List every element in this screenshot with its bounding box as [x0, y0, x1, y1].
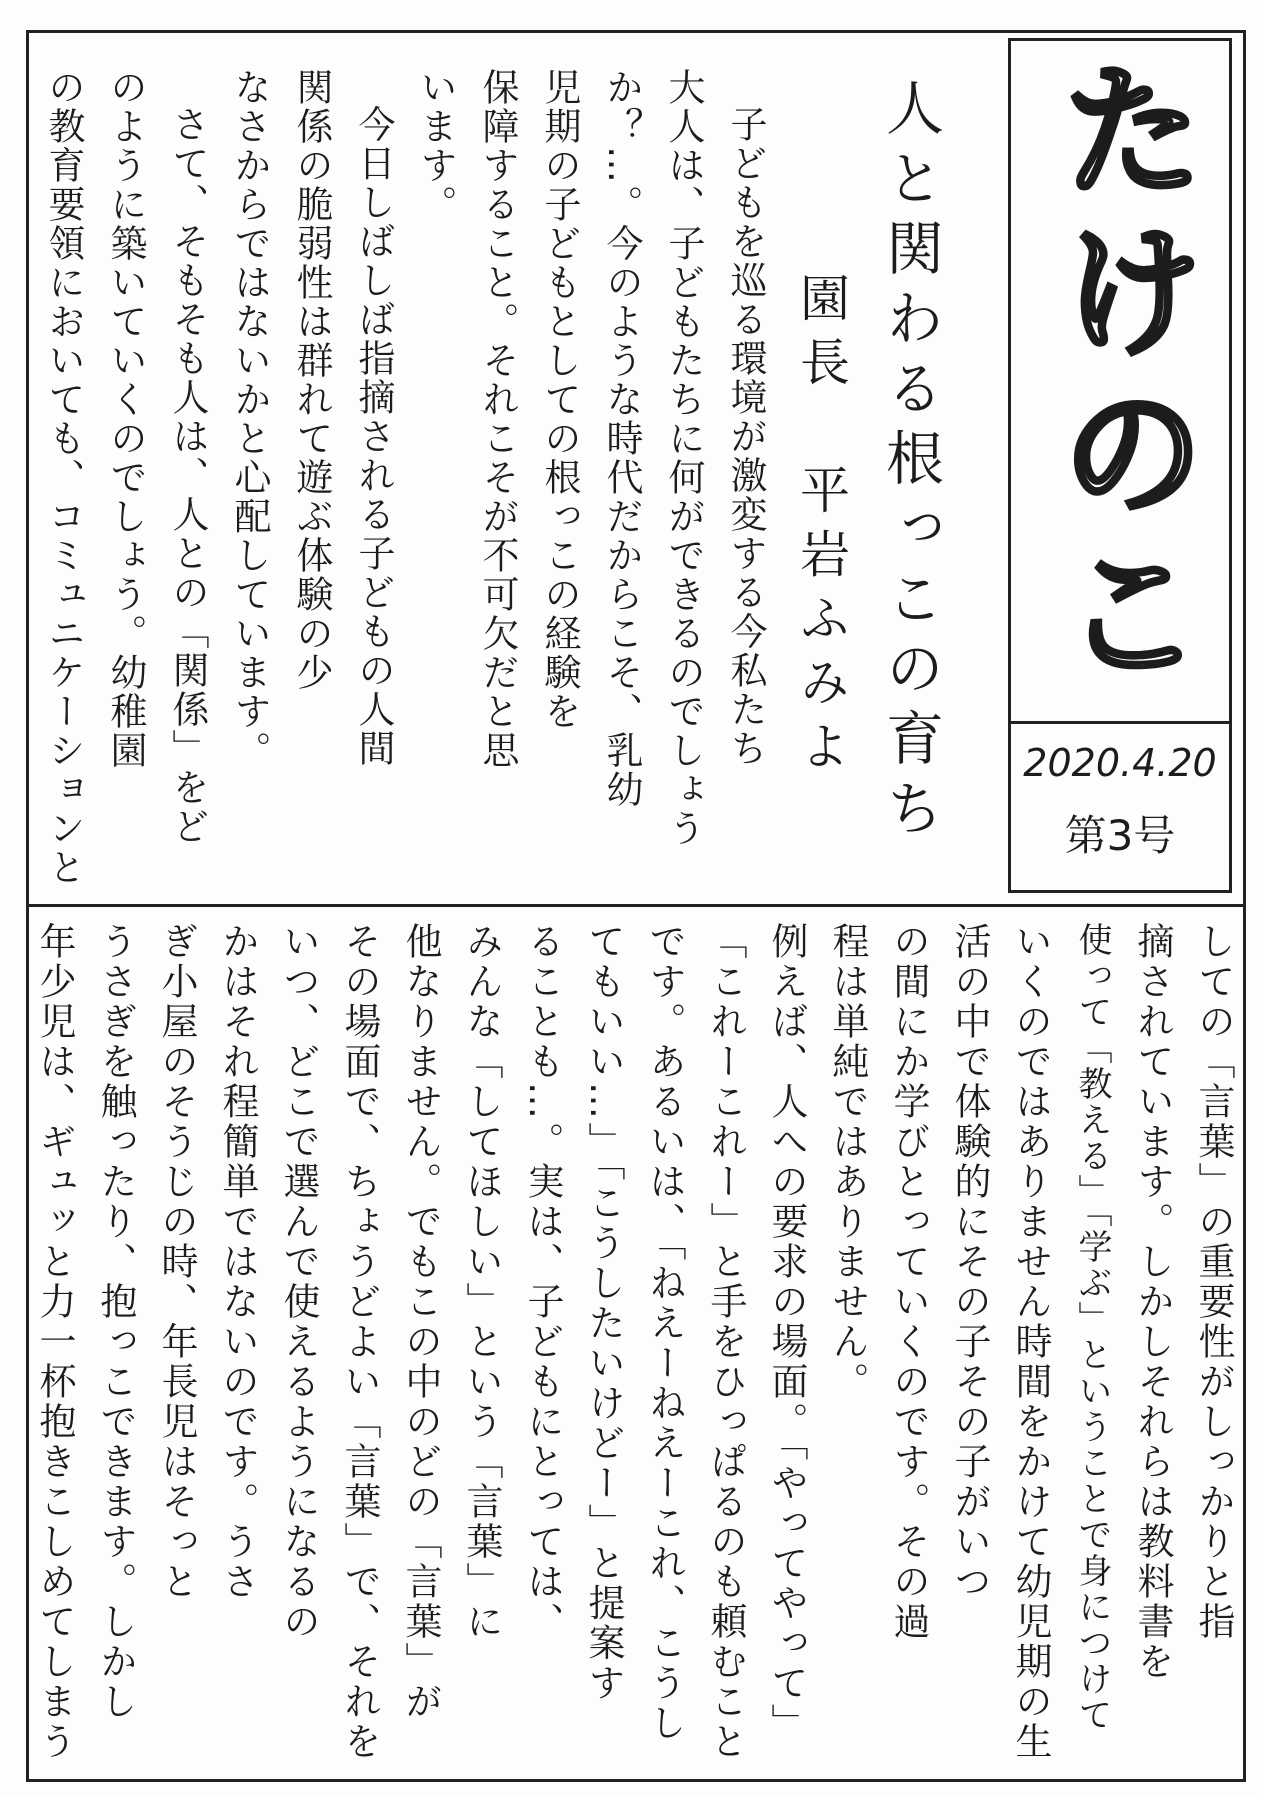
text-column: 関係の脆弱性は群れて遊ぶ体験の少: [290, 68, 333, 692]
text-column: さて、そもそも人は、人との「関係」をど: [166, 105, 209, 846]
text-column: 子どもを巡る環境が激変する今私たち: [724, 105, 767, 768]
text-column: かはそれ程簡単ではないのです。うさ: [216, 922, 259, 1602]
text-column: 程は単純ではありません。: [826, 922, 869, 1402]
text-column: です。あるいは、「ねえーねえーこれ、こうし: [643, 922, 686, 1744]
text-column: いくのではありません時間をかけて幼児期の生: [1009, 922, 1052, 1762]
text-column: てもいい…」「こうしたいけどー」と提案す: [582, 922, 625, 1704]
text-column: いつ、どこで選んで使えるようになるの: [277, 922, 320, 1642]
text-column: ることも…。実は、子どもにとっては、: [521, 922, 564, 1642]
text-column: 今日しばしば指摘される子どもの人間: [352, 105, 395, 768]
article-body-top: [32, 68, 776, 900]
masthead-box: [1008, 38, 1232, 893]
text-column: みんな「してほしい」という「言葉」に: [460, 922, 503, 1642]
text-column: なさからではないかと心配しています。: [228, 68, 271, 770]
text-column: のように築いていくのでしょう。幼稚園: [104, 68, 147, 770]
text-column: 摘されています。しかしそれらは教料書を: [1131, 922, 1174, 1682]
text-column: 「これーこれー」と手をひっぱるのも頼むこと: [704, 922, 747, 1762]
text-column: います。: [414, 68, 457, 224]
text-column: 活の中で体験的にその子その子がいつ: [948, 922, 991, 1602]
article-body-bottom: [24, 922, 1244, 1774]
text-column: 他なりません。でもこの中のどの「言葉」が: [399, 922, 442, 1722]
article-heading: 人と関わる根っこの育ち: [876, 78, 944, 848]
text-column: ぎ小屋のそうじの時、年長児はそっと: [155, 922, 198, 1602]
issue-number: 第3号: [1064, 811, 1176, 860]
text-column: の間にか学びとっていくのです。その過: [887, 922, 930, 1642]
text-column: 例えば、人への要求の場面。「やってやって」: [765, 922, 808, 1744]
section-divider: [26, 904, 1246, 907]
text-column: 大人は、子どもたちに何ができるのでしょう: [662, 68, 705, 848]
text-column: しての「言葉」の重要性がしっかりと指: [1192, 922, 1235, 1642]
text-column: うさぎを触ったり、抱っこできます。しかし: [94, 922, 137, 1722]
newsletter-title: たけのこ: [1036, 55, 1205, 699]
text-column: か？…。今のような時代だからこそ、乳幼: [600, 68, 643, 809]
text-column: その場面で、ちょうどよい「言葉」で、それを: [338, 922, 381, 1762]
text-column: の教育要領においても、コミュニケーションと: [42, 68, 85, 887]
issue-date: 2020.4.20: [1023, 741, 1217, 785]
text-column: 使って「教える」「学ぶ」ということで身につけて: [1072, 922, 1112, 1733]
text-column: 保障すること。それこそが不可欠だと思: [476, 68, 519, 770]
masthead-rule: [1011, 721, 1229, 724]
text-column: 年少児は、ギュッと力一杯抱きこしめてしまう: [33, 922, 76, 1762]
text-column: 児期の子どもとしての根っこの経験を: [538, 68, 581, 731]
article-author: 園長 平岩ふみよ: [792, 272, 850, 784]
